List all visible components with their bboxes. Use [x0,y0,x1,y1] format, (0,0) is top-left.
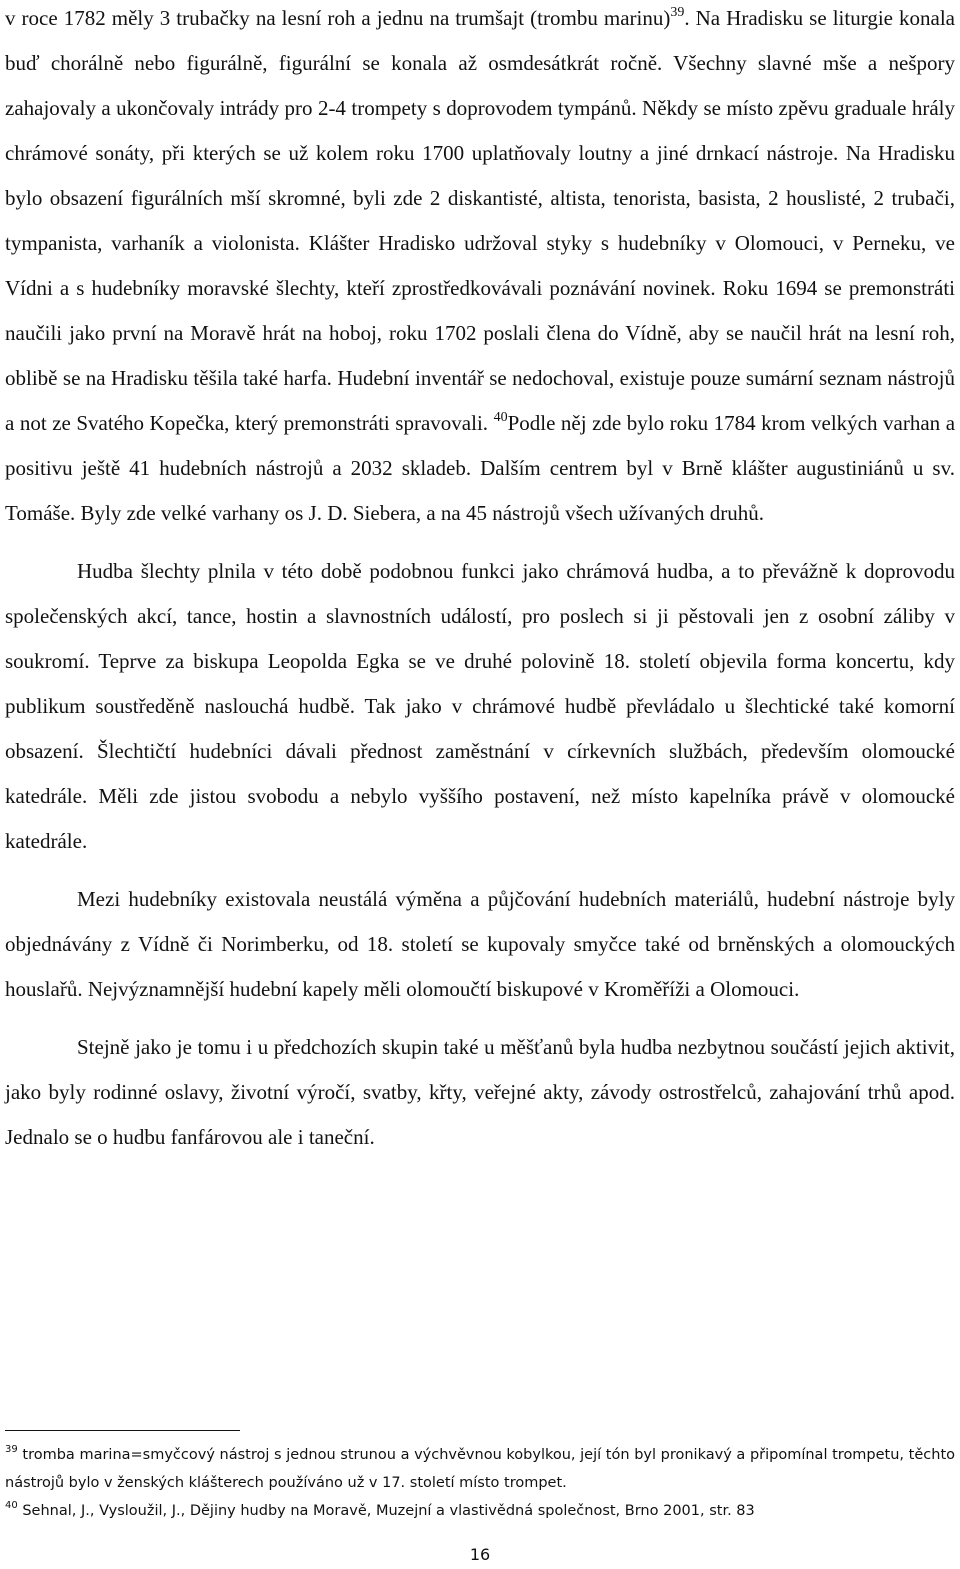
paragraph-1 [5,0,955,536]
page-number: 16 [469,1545,491,1564]
footnote-number: 40 [5,1500,18,1511]
footnotes [5,1441,955,1525]
footnote-ref-40[interactable]: 40 [493,410,508,425]
footnote-number: 39 [5,1444,18,1455]
footnote-text: tromba marina=smyčcový nástroj s jednou strunou a výchvěvnou kobylkou, její tón byl pronikavý a připomínal trompetu, těchto nástrojů bylo v ženských klášterech používáno už v 17. století místo trompet. [5,1447,956,1491]
document-page [5,0,955,1160]
paragraph-3: Mezi hudebníky existovala neustálá výměna a půjčování hudebních materiálů, hudební nástroje byly objednávány z Vídně či Norimberku, od 18. století se kupovaly smyčce také od brněnských a olomouckých houslařů. Nejvýznamnější hudební kapely měli olomoučtí biskupové v Kroměříži a Olomouci. [5,887,955,1001]
footnote-separator [5,1430,240,1431]
paragraph-1-text-b: . Na Hradisku se liturgie konala buď chorálně nebo figurálně, figurální se konala až osmdesátkrát ročně. Všechny slavné mše a nešpory zahajovaly a ukončovaly intrády pro 2-4 trompety s doprovodem tympánů. Někdy se místo zpěvu graduale hrály chrámové sonáty, při kterých se už kolem roku 1700 uplatňovaly loutny a jiné drnkací nástroje. Na Hradisku bylo obsazení figurálních mší skromné, byli zde 2 diskantisté, altista, tenorista, basista, 2 houslisté, 2 trubači, tympanista, varhaník a violonista. Klášter Hradisko udržoval styky s hudebníky v Olomouci, v Perneku, ve Vídni a s hudebníky moravské šlechty, kteří zprostředkovávali poznávání novinek. Roku 1694 se premonstráti naučili jako první na Moravě hrát na hoboj, roku 1702 poslali člena do Vídně, aby se naučil hrát na lesní roh, oblibě se na Hradisku těšila také harfa. Hudební inventář se nedochoval, existuje pouze sumární seznam nástrojů a not ze Svatého Kopečka, který premonstráti spravovali. [5,6,955,435]
paragraph-4: Stejně jako je tomu i u předchozích skupin také u měšťanů byla hudba nezbytnou součástí jejich aktivit, jako byly rodinné oslavy, životní výročí, svatby, křty, veřejné akty, závody ostrostřelců, zahajování trhů apod. Jednalo se o hudbu fanfárovou ale i taneční. [5,1035,955,1149]
footnote-ref-39[interactable]: 39 [670,5,685,20]
paragraph-1-text-c: Podle něj zde bylo roku 1784 krom velkých varhan a positivu ještě 41 hudebních nástrojů a 2032 skladeb. Dalším centrem byl v Brně klášter augustiniánů u sv. Tomáše. Byly zde velké varhany os J. D. Siebera, a na 45 nástrojů všech užívaných druhů. [5,411,956,525]
paragraph-2: Hudba šlechty plnila v této době podobnou funkci jako chrámová hudba, a to převážně k doprovodu společenských akcí, tance, hostin a slavnostních událostí, pro poslech si ji pěstovali jen z osobní záliby v soukromí. Teprve za biskupa Leopolda Egka se ve druhé polovině 18. století objevila forma koncertu, kdy publikum soustředěně naslouchá hudbě. Tak jako v chrámové hudbě převládalo u šlechtické také komorní obsazení. Šlechtičtí hudebníci dávali přednost zaměstnání v církevních službách, především olomoucké katedrále. Měli zde jistou svobodu a nebylo vyššího postavení, než místo kapelníka právě v olomoucké katedrále. [5,559,955,853]
footnote-40 [5,1497,955,1525]
footnote-39 [5,1441,955,1497]
paragraph-1-text-a: v roce 1782 měly 3 trubačky na lesní roh a jednu na trumšajt (trombu marinu) [5,6,671,30]
footnote-text: Sehnal, J., Vysloužil, J., Dějiny hudby na Moravě, Muzejní a vlastivědná společnost, Brno 2001, str. 83 [22,1503,755,1519]
